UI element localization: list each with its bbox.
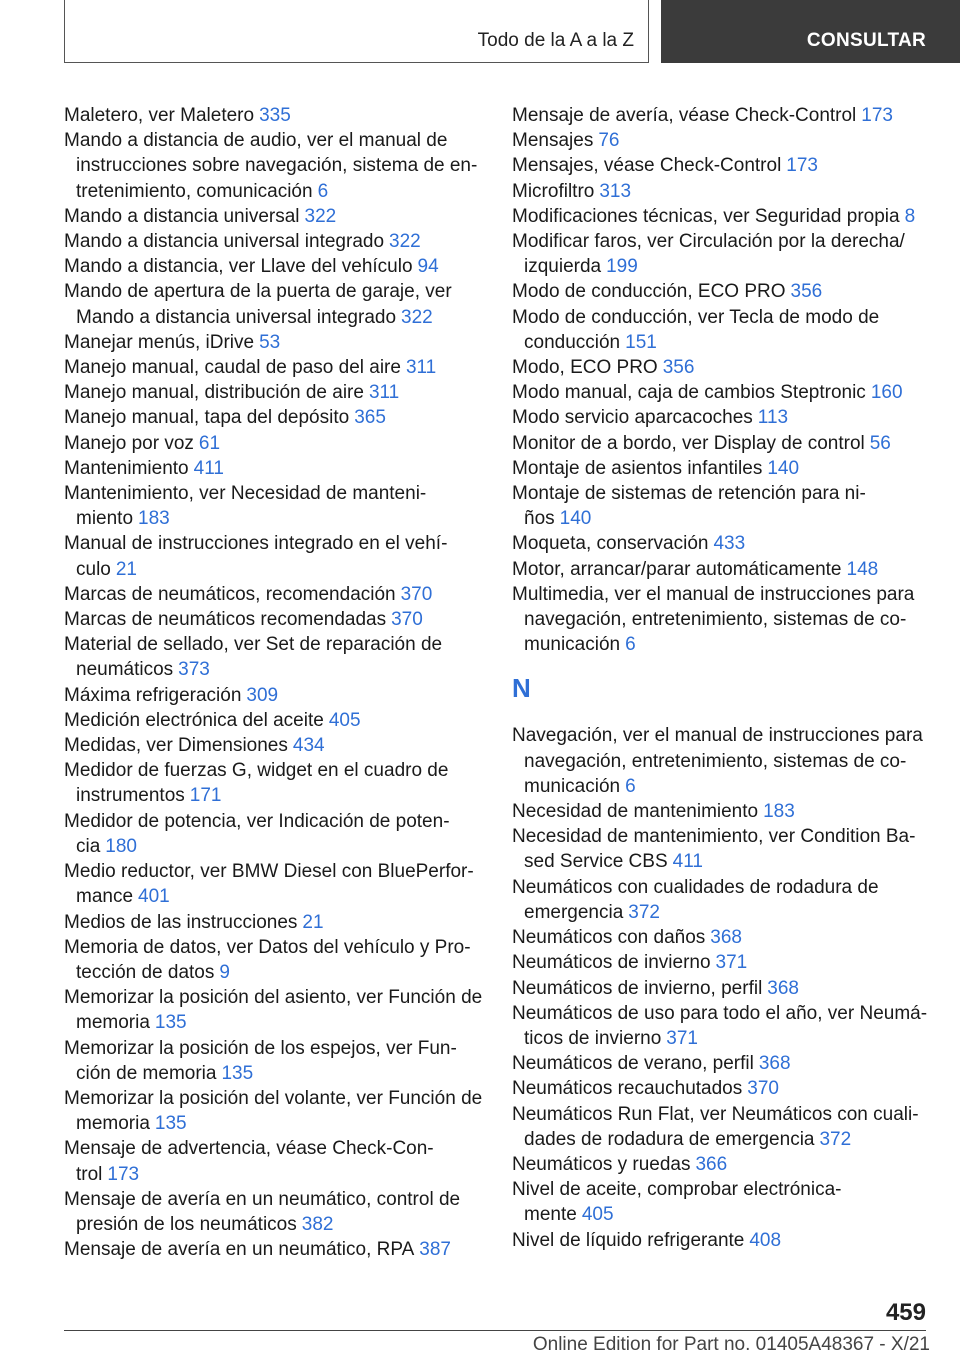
page-reference-link[interactable]: 6 [625, 634, 636, 656]
index-entry-text: Medios de las instrucciones [64, 911, 298, 933]
index-entry [64, 1237, 484, 1262]
index-entry [64, 910, 484, 935]
index-entry-text: Modificar faros, ver Circulación por la derecha/ izquierda [512, 231, 905, 278]
index-entry [512, 279, 932, 304]
page-reference-link[interactable]: 405 [581, 1204, 614, 1226]
index-entry [512, 1102, 932, 1152]
index-entry [512, 557, 932, 582]
index-entry-text: Modo de conducción, ECO PRO [512, 281, 786, 303]
page-reference-link[interactable]: 371 [666, 1027, 698, 1049]
page-reference-link[interactable]: 405 [328, 709, 361, 731]
page-reference-link[interactable]: 370 [400, 583, 433, 605]
index-entry [512, 103, 932, 128]
index-entry [64, 582, 484, 607]
index-entry [64, 531, 484, 581]
index-entry-text: Motor, arrancar/parar automáticamente [512, 558, 842, 580]
index-entry-text: Manejo manual, tapa del depósito [64, 407, 350, 429]
index-entry [64, 809, 484, 859]
page-reference-link[interactable]: 8 [904, 205, 916, 227]
page-reference-link[interactable]: 94 [417, 256, 439, 278]
index-entry [512, 950, 932, 975]
index-entry-text: Manual de instrucciones integrado en el vehí‐ culo [64, 533, 448, 580]
page-reference-link[interactable]: 135 [221, 1062, 254, 1084]
page-reference-link[interactable]: 113 [757, 407, 789, 429]
index-entry [64, 355, 484, 380]
page-reference-link[interactable]: 311 [368, 382, 400, 404]
page-reference-link[interactable]: 382 [301, 1213, 334, 1235]
page-reference-link[interactable]: 372 [628, 901, 660, 923]
page-reference-link[interactable]: 372 [819, 1128, 852, 1150]
index-entry [512, 481, 932, 531]
index-entry-text: Modo, ECO PRO [512, 357, 658, 379]
index-entry-text: Neumáticos y ruedas [512, 1153, 691, 1175]
index-entry [64, 254, 484, 279]
footer-edition: Online Edition for Part no. 01405A48367 - X/21 [532, 1334, 930, 1355]
index-entry-text: Manejar menús, iDrive [64, 331, 255, 353]
index-entry [64, 985, 484, 1035]
index-entry [512, 976, 932, 1001]
index-entry-text: Neumáticos con cualidades de rodadura de emergencia [512, 876, 879, 923]
index-entry [64, 1187, 484, 1237]
page-reference-link[interactable]: 371 [715, 952, 748, 974]
index-entry-text: Neumáticos con daños [512, 927, 706, 949]
index-entry [64, 128, 484, 204]
page-reference-link[interactable]: 6 [317, 180, 329, 202]
index-entry-text: Manejo por voz [64, 432, 194, 454]
index-entry-text: Medidor de fuerzas G, widget en el cuadro de instrumentos [64, 760, 449, 807]
index-entry [512, 204, 932, 229]
index-entry [512, 582, 932, 658]
page-reference-link[interactable]: 53 [259, 331, 281, 353]
index-entry [512, 1177, 932, 1227]
index-entry-text: Medidor de potencia, ver Indicación de poten‐ cia [64, 810, 450, 857]
index-entry-text: Mando a distancia, ver Llave del vehículo [64, 256, 413, 278]
index-entry-text: Manejo manual, distribución de aire [64, 382, 364, 404]
index-entry-text: Memoria de datos, ver Datos del vehículo y Pro‐ tección de datos [64, 936, 471, 983]
page-reference-link[interactable]: 411 [193, 457, 224, 479]
index-entry-text: Monitor de a bordo, ver Display de control [512, 432, 865, 454]
index-entry-text: Microfiltro [512, 180, 595, 202]
page-reference-link[interactable]: 322 [401, 306, 433, 328]
index-entry-text: Mantenimiento [64, 457, 189, 479]
index-entry-text: Neumáticos de verano, perfil [512, 1053, 754, 1075]
page-reference-link[interactable]: 160 [870, 382, 903, 404]
index-entry-text: Marcas de neumáticos recomendadas [64, 609, 387, 631]
index-entry-text: Máxima refrigeración [64, 684, 242, 706]
index-entry [64, 1036, 484, 1086]
index-entry [512, 153, 932, 178]
index-entry [512, 1076, 932, 1101]
index-entry-text: Mensaje de avería en un neumático, RPA [64, 1239, 415, 1261]
section-title: Todo de la A a la Z [477, 30, 634, 51]
index-entry [64, 1086, 484, 1136]
page-reference-link[interactable]: 183 [138, 508, 170, 530]
index-entry [512, 1051, 932, 1076]
page-reference-link[interactable]: 173 [107, 1163, 140, 1185]
index-entry-text: Neumáticos de uso para todo el año, ver Neumá‐ ticos de invierno [512, 1002, 928, 1049]
page-reference-link[interactable]: 56 [869, 432, 891, 454]
index-entry-text: Nivel de líquido refrigerante [512, 1229, 745, 1251]
index-entry [64, 935, 484, 985]
page-reference-link[interactable]: 408 [749, 1229, 782, 1251]
index-entry-text: Mando a distancia de audio, ver el manual de instrucciones sobre navegación, sistema de en‐ tretenimiento, comunicación [64, 130, 478, 202]
index-entry [512, 355, 932, 380]
index-entry [64, 330, 484, 355]
index-entry [512, 431, 932, 456]
index-entry-text: Neumáticos recauchutados [512, 1078, 743, 1100]
page-reference-link[interactable]: 135 [154, 1113, 187, 1135]
index-entry [512, 380, 932, 405]
consultar-tab-label: CONSULTAR [806, 30, 926, 51]
index-entry-text: Neumáticos de invierno [512, 952, 711, 974]
index-entry-text: Medio reductor, ver BMW Diesel con BluePerfor‐ mance [64, 861, 474, 908]
index-entry-text: Mando a distancia universal [64, 205, 300, 227]
index-entry [512, 405, 932, 430]
index-entry-text: Modo de conducción, ver Tecla de modo de conducción [512, 306, 880, 353]
index-column-left [64, 103, 484, 1262]
page-reference-link[interactable]: 366 [695, 1153, 728, 1175]
index-entry-text: Memorizar la posición de los espejos, ver Fun‐ ción de memoria [64, 1037, 457, 1084]
index-entry [64, 431, 484, 456]
index-entry-text: Mando de apertura de la puerta de garaje, ver Mando a distancia universal integrado [64, 281, 452, 328]
index-entry [512, 1228, 932, 1253]
index-entry-text: Modificaciones técnicas, ver Seguridad propia [512, 205, 900, 227]
index-entry-text: Memorizar la posición del volante, ver Función de memoria [64, 1087, 483, 1135]
index-entry [64, 607, 484, 632]
index-entry [512, 456, 932, 481]
page-reference-link[interactable]: 368 [767, 977, 799, 999]
page-reference-link[interactable]: 151 [625, 331, 657, 353]
index-entry [64, 204, 484, 229]
page-reference-link[interactable]: 140 [767, 457, 800, 479]
consultar-tab[interactable] [661, 0, 960, 63]
page-reference-link[interactable]: 365 [354, 407, 386, 429]
page-reference-link[interactable]: 148 [846, 558, 879, 580]
index-entry [512, 305, 932, 355]
footer-divider [64, 1330, 926, 1331]
index-entry-text: Neumáticos Run Flat, ver Neumáticos con cuali‐ dades de rodadura de emergencia [512, 1103, 919, 1150]
page-reference-link[interactable]: 434 [292, 735, 325, 757]
index-group-n [512, 723, 932, 1252]
page-reference-link[interactable]: 411 [672, 851, 703, 873]
index-entry [512, 531, 932, 556]
page-reference-link[interactable]: 9 [219, 961, 230, 983]
index-entry-text: Navegación, ver el manual de instrucciones para navegación, entretenimiento, sistemas de co‐ municación [512, 725, 923, 797]
index-entry-text: Mensaje de avería, véase Check-Control [512, 105, 857, 126]
index-entry [512, 925, 932, 950]
index-entry-text: Montaje de sistemas de retención para ni‐ ños [512, 483, 866, 530]
index-entry-text: Marcas de neumáticos, recomendación [64, 583, 396, 605]
page-reference-link[interactable]: 76 [598, 130, 620, 152]
page-reference-link[interactable]: 370 [747, 1078, 779, 1100]
index-entry-text: Mantenimiento, ver Necesidad de manteni‐ miento [64, 483, 427, 530]
index-entry-text: Modo servicio aparcacoches [512, 407, 753, 429]
index-entry-text: Mensaje de avería en un neumático, control de presión de los neumáticos [64, 1188, 461, 1235]
page-reference-link[interactable]: 356 [790, 281, 823, 303]
index-entry-text: Necesidad de mantenimiento [512, 801, 759, 823]
index-entry-text: Neumáticos de invierno, perfil [512, 977, 763, 999]
page-reference-link[interactable]: 356 [662, 357, 695, 379]
index-entry [64, 279, 484, 329]
index-entry [512, 723, 932, 799]
index-entry-text: Modo manual, caja de cambios Steptronic [512, 382, 866, 404]
page-reference-link[interactable]: 335 [259, 105, 291, 126]
index-entry [64, 380, 484, 405]
index-entry [64, 632, 484, 682]
page-reference-link[interactable]: 401 [138, 886, 170, 908]
index-entry [64, 859, 484, 909]
index-entry-text: Material de sellado, ver Set de reparación de neumáticos [64, 634, 443, 681]
page-reference-link[interactable]: 373 [178, 659, 210, 681]
page-reference-link[interactable]: 135 [154, 1012, 187, 1034]
page-reference-link[interactable]: 313 [599, 180, 632, 202]
index-entry-text: Memorizar la posición del asiento, ver Función de memoria [64, 987, 483, 1034]
index-entry [512, 1001, 932, 1051]
page-reference-link[interactable]: 180 [105, 835, 137, 857]
page-reference-link[interactable]: 387 [419, 1239, 451, 1261]
index-entry-text: Medición electrónica del aceite [64, 709, 324, 731]
index-entry [64, 1136, 484, 1186]
index-entry [64, 758, 484, 808]
page-reference-link[interactable]: 368 [710, 927, 742, 949]
page-reference-link[interactable]: 370 [391, 609, 423, 631]
index-entry [64, 103, 484, 128]
index-entry-text: Montaje de asientos infantiles [512, 457, 763, 479]
page-reference-link[interactable]: 171 [189, 785, 222, 807]
page-reference-link[interactable]: 199 [606, 256, 638, 278]
page-reference-link[interactable]: 309 [246, 684, 279, 706]
page-reference-link[interactable]: 183 [763, 801, 795, 823]
page-reference-link[interactable]: 433 [713, 533, 746, 555]
index-entry [64, 456, 484, 481]
index-entry-text: Manejo manual, caudal de paso del aire [64, 357, 401, 379]
header-section-box [64, 0, 649, 63]
index-entry-text: Mensajes, véase Check-Control [512, 155, 782, 177]
page-reference-link[interactable]: 322 [304, 205, 337, 227]
index-entry [64, 733, 484, 758]
index-entry [512, 1152, 932, 1177]
page-reference-link[interactable]: 368 [758, 1053, 791, 1075]
page-reference-link[interactable]: 322 [389, 231, 421, 253]
index-entry-text: Mensajes [512, 130, 594, 152]
page-reference-link[interactable]: 140 [559, 508, 592, 530]
page-number: 459 [885, 1299, 926, 1326]
page-reference-link[interactable]: 21 [115, 558, 137, 580]
index-entry [512, 824, 932, 874]
index-entry-text: Maletero, ver Maletero [64, 105, 255, 126]
index-entry-text: Medidas, ver Dimensiones [64, 735, 288, 757]
page-reference-link[interactable]: 21 [302, 911, 324, 933]
index-entry [64, 683, 484, 708]
page-reference-link[interactable]: 311 [405, 357, 437, 379]
page-reference-link[interactable]: 173 [861, 105, 893, 126]
page-reference-link[interactable]: 173 [786, 155, 818, 177]
index-entry [64, 405, 484, 430]
page-reference-link[interactable]: 61 [198, 432, 221, 454]
index-entry-text: Moqueta, conservación [512, 533, 709, 555]
index-entry [512, 229, 932, 279]
index-entry [64, 229, 484, 254]
index-entry-text: Mensaje de advertencia, véase Check-Con‐ trol [64, 1138, 434, 1185]
index-entry-text: Mando a distancia universal integrado [64, 231, 385, 253]
index-column-right [512, 103, 932, 1253]
index-entry [64, 481, 484, 531]
index-entry-text: Multimedia, ver el manual de instrucciones para navegación, entretenimiento, sistemas de co‐ municación [512, 583, 915, 656]
index-entry-text: Nivel de aceite, comprobar electrónica‐ mente [512, 1179, 842, 1226]
index-entry [64, 708, 484, 733]
section-letter-n: N [512, 673, 531, 704]
page-reference-link[interactable]: 6 [625, 775, 636, 797]
index-group-m [512, 103, 932, 657]
index-entry [512, 128, 932, 153]
index-entry-text: Necesidad de mantenimiento, ver Condition Ba‐ sed Service CBS [512, 826, 916, 873]
index-entry [512, 179, 932, 204]
index-entry [512, 875, 932, 925]
index-entry [512, 799, 932, 824]
